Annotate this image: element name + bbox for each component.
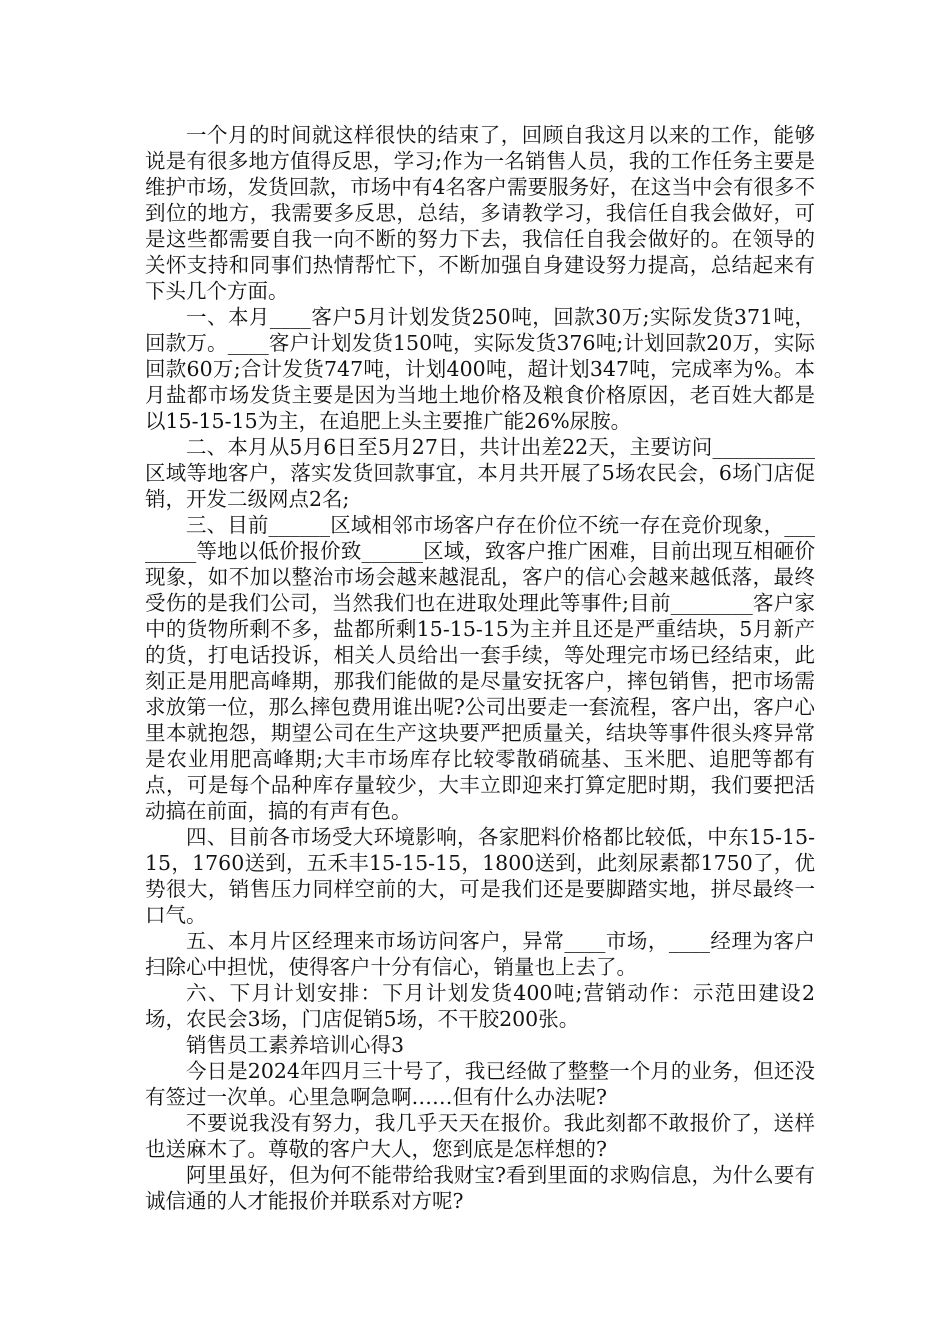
- section-heading: 销售员工素养培训心得3: [186, 1033, 405, 1057]
- paragraph-item-3: 三、目前______区域相邻市场客户存在价位不统一存在竞价现象，________等地以低价报价致______区域，致客户推广困难，目前出现互相砸价现象，如不加以整治市场会越来越混乱，客户的信心会越来越低落，最终受伤的是我们公司，当然我们也在进取处理此等事件;目前________客户家中的货物所剩不多，盐都所剩15-15-15为主并且还是严重结块，5月新产的货，打电话投诉，相关人员给出一套手续，等处理完市场已经结束，此刻正是用肥高峰期，那我们能做的是尽量安抚客户，摔包销售，把市场需求放第一位，那么摔包费用谁出呢?公司出要走一套流程，客户出，客户心里本就抱怨，期望公司在生产这块要严把质量关，结块等事件很头疼异常是农业用肥高峰期;大丰市场库存比较零散硝硫基、玉米肥、追肥等都有点，可是每个品种库存量较少，大丰立即迎来打算定肥时期，我们要把活动搞在前面，搞的有声有色。: [145, 513, 815, 823]
- paragraph-item-5: 五、本月片区经理来市场访问客户，异常____市场，____经理为客户扫除心中担忧，使得客户十分有信心，销量也上去了。: [145, 929, 815, 979]
- paragraph-reflection-2: 不要说我没有努力，我几乎天天在报价。我此刻都不敢报价了，送样也送麻木了。尊敬的客户大人，您到底是怎样想的?: [145, 1111, 815, 1161]
- paragraph-reflection-3: 阿里虽好，但为何不能带给我财宝?看到里面的求购信息，为什么要有诚信通的人才能报价并联系对方呢?: [145, 1163, 815, 1213]
- paragraph-item-1: 一、本月____客户5月计划发货250吨，回款30万;实际发货371吨，回款万。____客户计划发货150吨，实际发货376吨;计划回款20万，实际回款60万;合计发货747吨，计划400吨，超计划347吨，完成率为%。本月盐都市场发货主要是因为当地土地价格及粮食价格原因，老百姓大都是以15-15-15为主，在追肥上头主要推广能26%尿胺。: [145, 305, 815, 433]
- paragraph-item-6: 六、下月计划安排：下月计划发货400吨;营销动作：示范田建设2场，农民会3场，门店促销5场，不干胶200张。: [145, 981, 815, 1031]
- paragraph-intro: 一个月的时间就这样很快的结束了，回顾自我这月以来的工作，能够说是有很多地方值得反思，学习;作为一名销售人员，我的工作任务主要是维护市场，发货回款，市场中有4名客户需要服务好，在这当中会有很多不到位的地方，我需要多反思，总结，多请教学习，我信任自我会做好，可是这些都需要自我一向不断的努力下去，我信任自我会做好的。在领导的关怀支持和同事们热情帮忙下，不断加强自身建设努力提高，总结起来有下头几个方面。: [145, 123, 815, 303]
- paragraph-item-4: 四、目前各市场受大环境影响，各家肥料价格都比较低，中东15-15-15，1760送到，五禾丰15-15-15，1800送到，此刻尿素都1750了，优势很大，销售压力同样空前的大，可是我们还是要脚踏实地，拼尽最终一口气。: [145, 825, 815, 927]
- paragraph-item-2: 二、本月从5月6日至5月27日，共计出差22天，主要访问__________区域等地客户，落实发货回款事宜，本月共开展了5场农民会，6场门店促销，开发二级网点2名;: [145, 435, 815, 511]
- paragraph-reflection-1: 今日是2024年四月三十号了，我已经做了整整一个月的业务，但还没有签过一次单。心里急啊急啊……但有什么办法呢?: [145, 1059, 815, 1109]
- document-body: [145, 122, 815, 1214]
